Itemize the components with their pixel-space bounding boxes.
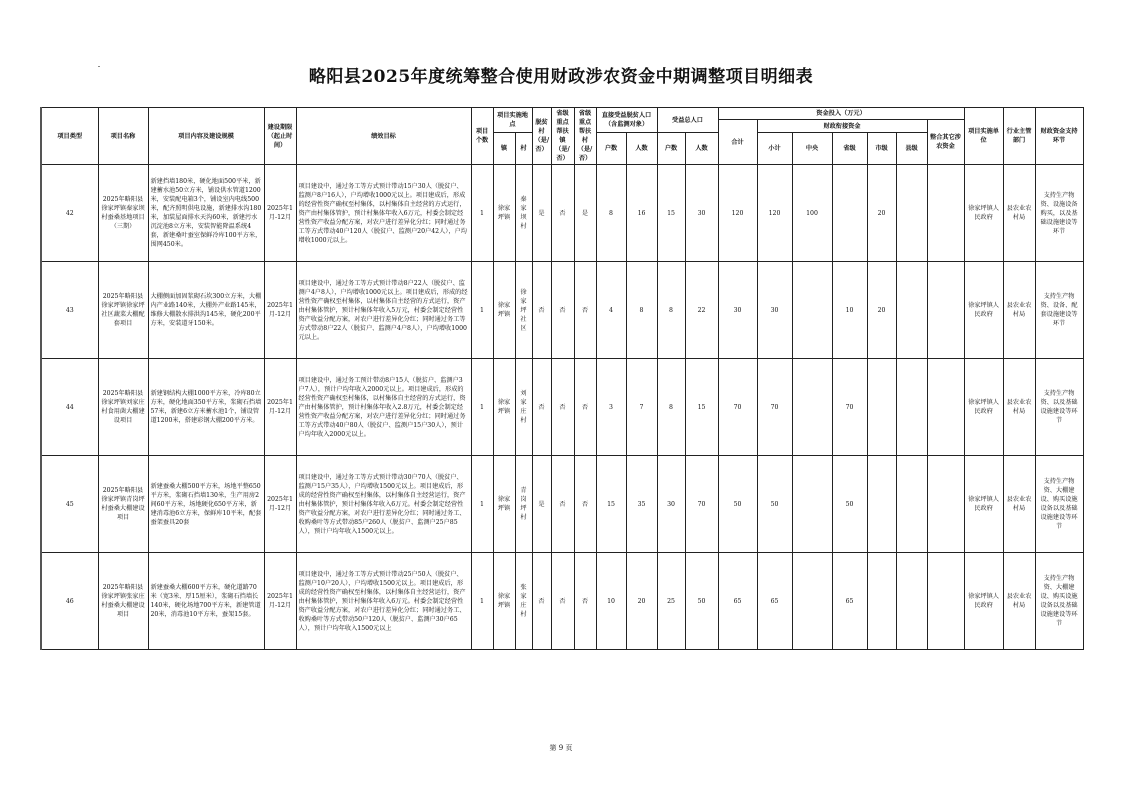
cell-village: 青岗坪村	[515, 456, 532, 553]
header-type: 项目类型	[41, 108, 98, 165]
cell-key-town: 否	[551, 359, 574, 456]
cell-central	[792, 359, 832, 456]
cell-t-persons: 22	[685, 262, 718, 359]
cell-key-town: 否	[551, 165, 574, 262]
cell-content: 新建钢结构大棚1000平方米，冷库80立方米，硬化地面350平方米，浆砌石挡墙57米，新建6立方米蓄水池1个，铺设管道1200米，搭建彩钢大棚200平方米。	[148, 359, 264, 456]
cell-subtotal: 50	[757, 456, 792, 553]
header-support: 财政资金支持环节	[1035, 108, 1083, 165]
cell-unit: 徐家坪镇人民政府	[964, 553, 1003, 650]
header-key-town: 省级重点帮扶镇（是/否）	[551, 108, 574, 165]
cell-dept: 县农业农村局	[1003, 262, 1035, 359]
header-goal: 绩效目标	[296, 108, 471, 165]
cell-d-households: 3	[596, 359, 626, 456]
cell-name: 2025年略阳县徐家坪镇青岗坪村蚕桑大棚建设项目	[98, 456, 148, 553]
cell-content: 新建挡墙180米，硬化地面500平米，新建蓄水池50立方米，铺设供水管道1200米，安装配电箱3个，铺设室内电线500米，配齐照明供电设施，新建排水沟180米，加装屋面排水天沟60米，新建污水沉淀池8立方米，安装智能降温系统4套，新建桑叶蚕室保鲜冷库100平方米，围网450米。	[148, 165, 264, 262]
cell-key-town: 否	[551, 262, 574, 359]
cell-goal: 项目建设中，通过务工等方式预计带动15户30人（脱贫户、监测户8户16人），户均增收1000元以上。项目建成后，形成的经营性资产确权至村集体，以村集体自主经营的方式运行，资产由村集体管护，预计村集体年收入6万元，村委会制定经营性资产收益分配方案，对农户进行差异化分红；同时通过务工等方式带动40户120人（脱贫户、监测户20户42人），户均增收1000元以上。	[296, 165, 471, 262]
cell-d-households: 10	[596, 553, 626, 650]
cell-unit: 徐家坪镇人民政府	[964, 456, 1003, 553]
cell-count: 1	[471, 359, 493, 456]
cell-count: 1	[471, 165, 493, 262]
cell-period: 2025年1月-12月	[264, 262, 296, 359]
cell-provincial: 65	[832, 553, 867, 650]
cell-dept: 县农业农村局	[1003, 553, 1035, 650]
cell-county	[896, 553, 927, 650]
cell-key-village: 否	[574, 456, 596, 553]
cell-goal: 项目建设中，通过务工等方式预计带动8户22人（脱贫户、监测户4户8人），户均增收1000元以上。项目建成后，形成的经营性资产确权至村集体，以村集体自主经营的方式运行，资产由村集体管护，预计村集体年收入5万元，村委会制定经营性资产收益分配方案，对农户进行差异化分红；同时通过务工等方式带动8户22人（脱贫户、监测户4户8人），户均增收1000元以上。	[296, 262, 471, 359]
cell-town: 徐家坪镇	[493, 262, 515, 359]
header-period: 建设期限（起止时间）	[264, 108, 296, 165]
cell-t-households: 15	[657, 165, 685, 262]
cell-subtotal: 30	[757, 262, 792, 359]
cell-total: 65	[718, 553, 757, 650]
cell-provincial: 50	[832, 456, 867, 553]
cell-village: 徐家坪社区	[515, 262, 532, 359]
header-poor-village: 脱贫村（是/否）	[532, 108, 551, 165]
header-key-village: 省级重点帮扶村（是/否）	[574, 108, 596, 165]
header-t-persons: 人数	[685, 133, 718, 165]
cell-d-persons: 20	[626, 553, 657, 650]
cell-county	[896, 359, 927, 456]
header-t-households: 户数	[657, 133, 685, 165]
cell-county	[896, 165, 927, 262]
cell-subtotal: 120	[757, 165, 792, 262]
cell-key-village: 否	[574, 359, 596, 456]
cell-town: 徐家坪镇	[493, 456, 515, 553]
page-number: 第 9 页	[549, 744, 573, 752]
cell-content: 大棚侧面加固浆砌石坎300立方米，大棚内产业路140米，大棚外产业路145米，维修大棚散水排洪沟145米，硬化200平方米，安装道牙150米。	[148, 262, 264, 359]
cell-t-households: 8	[657, 359, 685, 456]
cell-t-persons: 50	[685, 553, 718, 650]
cell-city	[867, 553, 896, 650]
header-d-persons: 人数	[626, 133, 657, 165]
cell-town: 徐家坪镇	[493, 165, 515, 262]
cell-d-persons: 35	[626, 456, 657, 553]
cell-poor-village: 是	[532, 165, 551, 262]
cell-total: 120	[718, 165, 757, 262]
cell-city	[867, 456, 896, 553]
cell-support: 支持生产物资、大棚建设、购买设施设备以及基础设施建设等环节	[1035, 456, 1083, 553]
cell-subtotal: 65	[757, 553, 792, 650]
header-content: 项目内容及建设规模	[148, 108, 264, 165]
header-total-pop: 受益总人口	[657, 108, 718, 133]
header-count: 项目个数	[471, 108, 493, 165]
cell-village: 秦家坝村	[515, 165, 532, 262]
cell-provincial	[832, 165, 867, 262]
cell-poor-village: 否	[532, 359, 551, 456]
cell-count: 1	[471, 553, 493, 650]
table-row	[41, 165, 1083, 262]
header-dept: 行业主管部门	[1003, 108, 1035, 165]
cell-period: 2025年1月-12月	[264, 359, 296, 456]
cell-support: 支持生产物资、以及基础设施建设等环节	[1035, 359, 1083, 456]
header-county: 县级	[896, 133, 927, 165]
header-town: 镇	[493, 133, 515, 165]
cell-key-village: 否	[574, 262, 596, 359]
cell-city: 20	[867, 262, 896, 359]
cell-total: 30	[718, 262, 757, 359]
cell-t-persons: 30	[685, 165, 718, 262]
cell-name: 2025年略阳县徐家坪镇刘家庄村食用菌大棚建设项目	[98, 359, 148, 456]
header-direct-pop: 直接受益脱贫人口（含监测对象）	[596, 108, 657, 133]
cell-city: 20	[867, 165, 896, 262]
cell-support: 支持生产物资、设备、配套设施建设等环节	[1035, 262, 1083, 359]
cell-no: 45	[41, 456, 98, 553]
cell-d-persons: 8	[626, 262, 657, 359]
cell-central	[792, 262, 832, 359]
cell-total: 50	[718, 456, 757, 553]
cell-unit: 徐家坪镇人民政府	[964, 262, 1003, 359]
cell-no: 42	[41, 165, 98, 262]
cell-d-persons: 7	[626, 359, 657, 456]
header-fiscal: 财政衔接资金	[757, 120, 927, 133]
page-title: 略阳县2025年度统筹整合使用财政涉农资金中期调整项目明细表	[308, 67, 814, 87]
cell-poor-village: 是	[532, 456, 551, 553]
table-row	[41, 456, 1083, 553]
cell-county	[896, 262, 927, 359]
cell-unit: 徐家坪镇人民政府	[964, 359, 1003, 456]
cell-unit: 徐家坪镇人民政府	[964, 165, 1003, 262]
cell-t-persons: 70	[685, 456, 718, 553]
cell-d-households: 4	[596, 262, 626, 359]
cell-name: 2025年略阳县徐家坪镇徐家坪社区蔬菜大棚配套项目	[98, 262, 148, 359]
cell-no: 44	[41, 359, 98, 456]
cell-t-persons: 15	[685, 359, 718, 456]
header-name: 项目名称	[98, 108, 148, 165]
cell-count: 1	[471, 456, 493, 553]
cell-subtotal: 70	[757, 359, 792, 456]
cell-provincial: 70	[832, 359, 867, 456]
table-row	[41, 262, 1083, 359]
cell-town: 徐家坪镇	[493, 359, 515, 456]
cell-no: 43	[41, 262, 98, 359]
cell-goal: 项目建设中，通过务工等方式预计带动25户50人（脱贫户、监测户10户20人），户均增收1500元以上。项目建成后，形成的经营性资产确权至村集体，以村集体自主经营运行，资产由村集体管护，预计村集体年收入6万元。村委会制定经营性资产收益分配方案，对农户进行差异化分红；同时通过务工、收购桑叶等方式带动50户120人（脱贫户、监测户30户65人），预计户均年收入1500元以上	[296, 553, 471, 650]
cell-total: 70	[718, 359, 757, 456]
cell-other	[927, 359, 964, 456]
cell-provincial: 10	[832, 262, 867, 359]
cell-central	[792, 456, 832, 553]
cell-d-persons: 16	[626, 165, 657, 262]
cell-period: 2025年1月-12月	[264, 165, 296, 262]
cell-period: 2025年1月-12月	[264, 553, 296, 650]
cell-goal: 项目建设中，通过务工等方式预计带动30户70人（脱贫户、监测户15户35人），户均增收1500元以上。项目建成后，形成的经营性资产确权至村集体，以村集体自主经营运行，资产由村集体管护，预计村集体年收入6万元。村委会制定经营性资产收益分配方案，对农户进行差异化分红；同时通过务工、收购桑叶等方式带动85户260人（脱贫户、监测户25户85人），预计户均年收入1500元以上。	[296, 456, 471, 553]
cell-dept: 县农业农村局	[1003, 165, 1035, 262]
table-row	[41, 359, 1083, 456]
cell-no: 46	[41, 553, 98, 650]
header-provincial: 省级	[832, 133, 867, 165]
cell-village: 刘家庄村	[515, 359, 532, 456]
cell-key-village: 是	[574, 165, 596, 262]
cell-t-households: 25	[657, 553, 685, 650]
cell-support: 支持生产物资、大棚建设、购买设施设备以及基础设施建设等环节	[1035, 553, 1083, 650]
header-d-households: 户数	[596, 133, 626, 165]
cell-goal: 项目建设中，通过务工预计带动8户15人（脱贫户、监测户3户7人），预计户均年收入2000元以上。项目建成后，形成的经营性资产确权至村集体，以村集体自主经营的方式运行，资产由村集体管护，预计村集体年收入2.8万元，村委会制定经营性资产收益分配方案，对农户进行差异化分红；同时通过务工等方式带动40户80人（脱贫户、监测户15户30人），预计户均年收入2000元以上。	[296, 359, 471, 456]
cell-name: 2025年略阳县徐家坪镇秦家坝村蚕桑基地项目（三期）	[98, 165, 148, 262]
header-location: 项目实施地点	[493, 108, 532, 133]
cell-period: 2025年1月-12月	[264, 456, 296, 553]
cell-key-town: 否	[551, 456, 574, 553]
header-funds: 资金投入（万元）	[718, 108, 964, 120]
cell-central	[792, 553, 832, 650]
cell-name: 2025年略阳县徐家坪镇张家庄村蚕桑大棚建设项目	[98, 553, 148, 650]
cell-poor-village: 否	[532, 262, 551, 359]
cell-central: 100	[792, 165, 832, 262]
header-village: 村	[515, 133, 532, 165]
cell-d-households: 8	[596, 165, 626, 262]
cell-village: 张家庄村	[515, 553, 532, 650]
table-body	[41, 165, 1083, 650]
header-central: 中央	[792, 133, 832, 165]
cell-poor-village: 否	[532, 553, 551, 650]
cell-town: 徐家坪镇	[493, 553, 515, 650]
cell-other	[927, 165, 964, 262]
table-row	[41, 553, 1083, 650]
header-city: 市级	[867, 133, 896, 165]
cell-count: 1	[471, 262, 493, 359]
cell-d-households: 15	[596, 456, 626, 553]
cell-support: 支持生产物资、设施设备购买，以及基础设施建设等环节	[1035, 165, 1083, 262]
cell-t-households: 8	[657, 262, 685, 359]
header-subtotal: 小计	[757, 133, 792, 165]
cell-other	[927, 262, 964, 359]
cell-key-village: 否	[574, 553, 596, 650]
cell-t-households: 30	[657, 456, 685, 553]
cell-dept: 县农业农村局	[1003, 456, 1035, 553]
cell-content: 新建蚕桑大棚500平方米，场地平整650平方米，浆砌石挡墙130米，生产用房2间60平方米，场地硬化650平方米，新建消毒池6立方米，保鲜库10平米，配套蚕架蚕具20套	[148, 456, 264, 553]
project-table	[40, 107, 1084, 650]
header-unit: 项目实施单位	[964, 108, 1003, 165]
cell-other	[927, 456, 964, 553]
cell-content: 新建蚕桑大棚600平方米，硬化道路70米（宽3米、厚15厘米），浆砌石挡墙长140米，硬化场地700平方米，新建管道20米，消毒池10平方米，蚕架15套。	[148, 553, 264, 650]
cell-city	[867, 359, 896, 456]
cell-dept: 县农业农村局	[1003, 359, 1035, 456]
header-total: 合计	[718, 120, 757, 165]
cell-county	[896, 456, 927, 553]
cell-other	[927, 553, 964, 650]
header-other: 整合其它涉农资金	[927, 120, 964, 165]
cell-key-town: 否	[551, 553, 574, 650]
